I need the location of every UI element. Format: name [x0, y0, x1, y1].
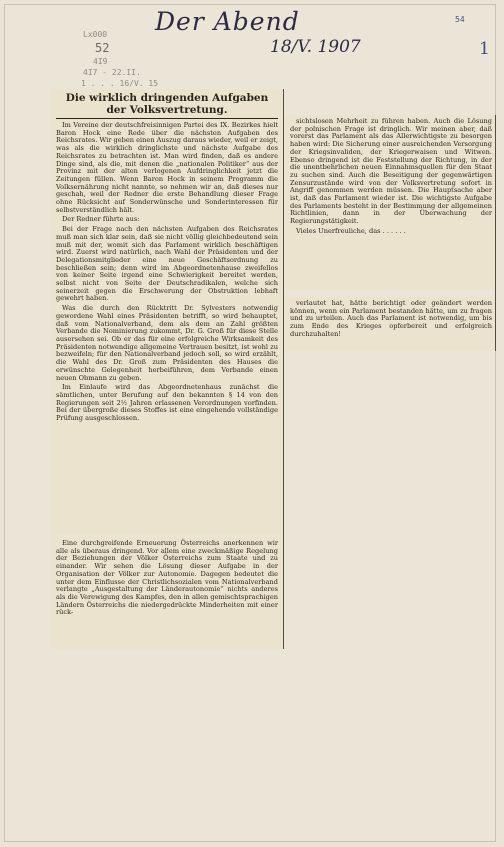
article-headline: Die wirklich dringenden Aufgaben der Volksvertretung. — [56, 92, 278, 119]
archive-sheet — [4, 4, 496, 842]
column-2-text — [290, 118, 492, 236]
pencil-note-1: Lx000 — [83, 30, 108, 39]
article-paragraph: Vieles Unerfreuliche, das . . . . . . — [296, 226, 406, 235]
date-handwritten: 18/V. 1907 — [270, 37, 361, 57]
page-number: 1 — [479, 39, 490, 59]
column-rule — [283, 89, 284, 649]
newspaper-name-handwritten: Der Abend — [155, 7, 300, 36]
article-paragraph: sichtslosen Mehrheit zu führen haben. Auch die Lösung der polnischen Frage ist dringlich. Wir meinen aber, daß vorerst das Parlament als das Allerwichtigste zu besorgen haben wird: Die Sicherung einer ausreichenden Versorgung der Kriegsinvaliden, der Kriegerwaisen und Witwen. Ebenso dringend ist die Feststellung der Richtung, in der die unentbehrlichen neuen Einnahmsquellen für den Staat zu suchen sind. Auch die Beseitigung der gegenwärtigen Zensurzustände wird von der Volksvertretung sofort in Angriff genommen werden müssen. Die Hauptsache aber ist, daß das Parlament wieder ist. Die wichtigste Aufgabe des Parlaments besteht in der Bestimmung der allgemeinen Richtlinien, dann in der Überwachung der Regierungstätigkeit. — [290, 117, 492, 226]
pencil-note-3: 4I9 — [93, 57, 108, 66]
article-paragraph: Im Vereine der deutschfreisinnigen Partei des IX. Bezirkes hielt Baron Hock eine Rede über die nächsten Aufgaben des Reichsrates. Wir geben einen Auszug daraus wieder, weil er zeigt, was als die wirklich dringlichste und nächste Aufgabe des Reichsrates zu betrachten ist. Man wird finden, daß es andere Dinge sind, als die, mit denen die „nationalen Politiker“ aus der Provinz mit der alten verlogenen Aufdringlichkeit jetzt die Zeitungen füllen. Wenn Baron Hock in seinem Programm die Volksernährung nicht nannte, so nehmen wir an, daß dieses nur geschah, weil der Redner die erste Behandlung dieser Frage ohne Rücksicht auf Sonderwünsche und Sonderinteressen für selbstverständlich hält. — [56, 121, 278, 214]
article-column-2 — [285, 115, 497, 290]
article-paragraph: Bei der Frage nach den nächsten Aufgaben des Reichsrates muß man sich klar sein, daß sie nicht völlig gleichbedeutend sein muß mit der, womit sich das Parlament wirklich beschäftigen wird. Zuerst wird natürlich, nach Wahl der Präsidenten und der Delegationsmitglieder eine neue Geschäftsordnung zu beschließen sein; denn wird im Abgeordnetenhause zweifellos von keiner Seite irgend eine Schwierigkeit bereitet werden, selbst nicht von Seite der Deutschradikalen, welche sich seinerzeit gegen die Erschwerung der Obstruktion lebhaft gewehrt haben. — [56, 225, 278, 303]
pencil-note-4: 4I7 - 22.II. — [83, 68, 141, 77]
pencil-note-2: 52 — [95, 41, 110, 55]
column-1-text — [56, 122, 278, 423]
column-2b-text — [290, 300, 492, 339]
article-column-2-continued — [285, 297, 497, 351]
column-1b-text — [56, 540, 278, 617]
article-paragraph: verlautet hat, hätte berichtigt oder geändert werden können, wenn ein Parlament bestanden hätte, um zu fragen und zu urteilen. Auch das Parlament ist notwendig, um bis zum Ende des Krieges opferbereit und erfolgreich durchzuhalten! — [290, 299, 492, 338]
article-column-1 — [51, 89, 283, 535]
article-paragraph: Der Redner führte aus: — [62, 215, 140, 224]
article-paragraph: Was die durch den Rücktritt Dr. Sylvesters notwendig gewordene Wahl eines Präsidenten betrifft, so wird behauptet, daß vom Nationalverband, dem als dem an Zahl größten Verbande die Nominierung zukommt, Dr. G. Groß für diese Stelle ausersehen sei. Ob er das für eine erfolgreiche Wirksamkeit des Präsidenten notwendige allgemeine Vertrauen besitzt, ist wohl zu bezweifeln; für den Nationalverband jedoch soll, so wird erzählt, die Wahl des Dr. Groß zum Präsidenten des Hauses die erwünschte Gelegenheit herbeiführen, dem Verbande einen neuen Obmann zu geben. — [56, 304, 278, 382]
article-column-1-continued — [51, 537, 283, 649]
article-paragraph: Im Einlaufe wird das Abgeordnetenhaus zunächst die sämtlichen, unter Berufung auf den bekannten § 14 von den Regierungen seit 2½ Jahren erlassenen Verordnungen vorfinden. Bei der übergroße dieses Stoffes ist eine eingehende vollständige Prüfung ausgeschlossen. — [56, 383, 278, 423]
pencil-note-5: 1 . . . 16/V. 15 — [81, 79, 159, 88]
column-rule-right — [495, 115, 496, 351]
article-paragraph: Eine durchgreifende Erneuerung Österreichs anerkennen wir alle als überaus dringend. Vor allem eine zweckmäßige Regelung der Beziehungen der Völker Österreichs zum Staate und zu einander. Wir sehen die Lösung dieser Aufgabe in der Organisation der Völker zur Autonomie. Dagegen bedeutet die unter dem Einflusse der Christlichsozialen vom Nationalverband verlangte „Ausgestaltung der Länderautonomie“ nichts anderes als die Verewigung des Kampfes, den in allen gemischtsprachigen Ländern Österreichs die niedergedrückte Minderheiten mit einer rück- — [56, 539, 278, 617]
archive-stamp: 54 — [455, 15, 465, 24]
